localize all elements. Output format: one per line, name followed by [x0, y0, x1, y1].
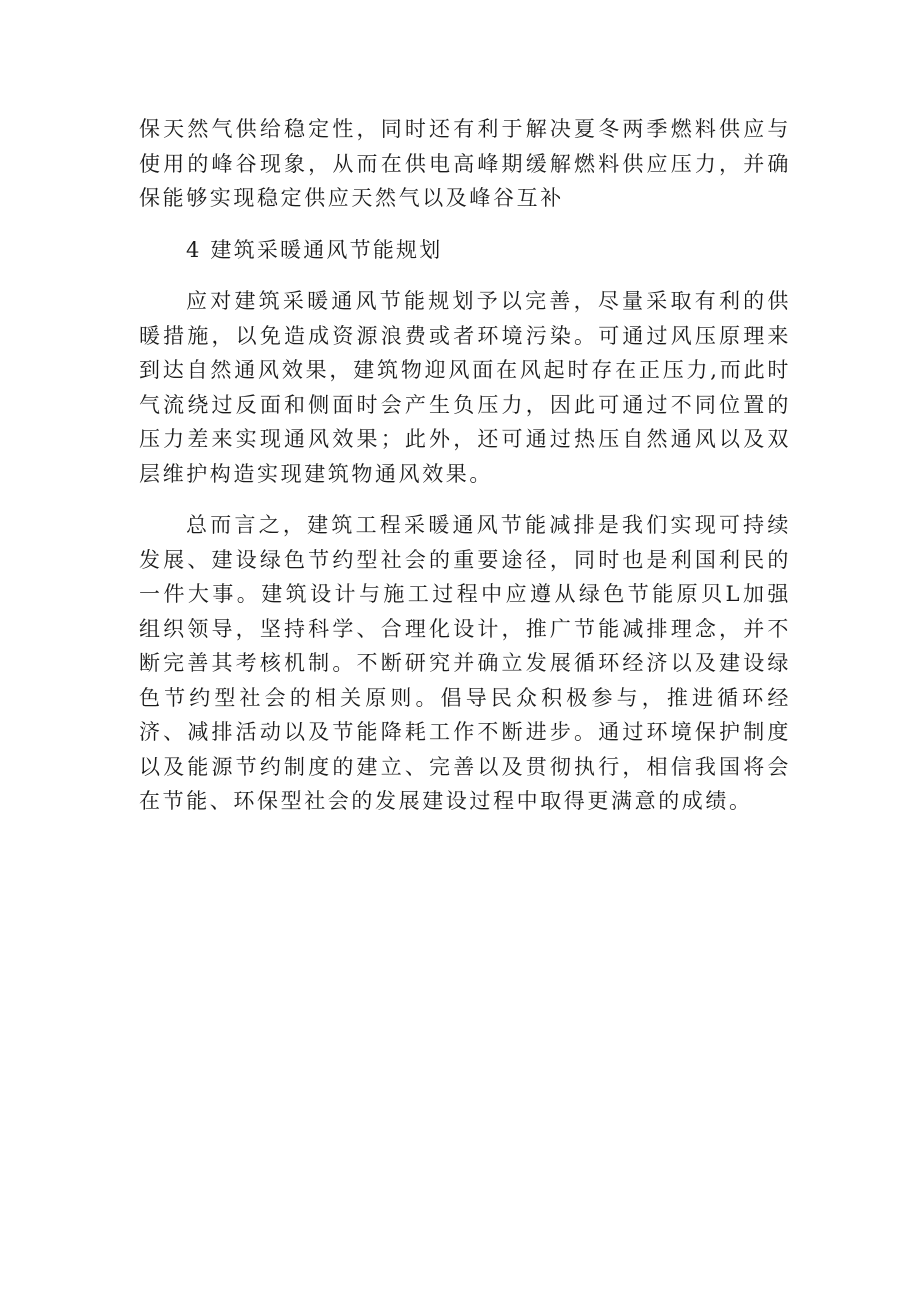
section-heading-ventilation-planning: 4 建筑采暖通风节能规划 — [186, 237, 443, 262]
paragraph-gas-supply: 保天然气供给稳定性，同时还有利于解决夏冬两季燃料供应与使用的峰谷现象，从而在供电高峰期缓解燃料供应压力，并确保能够实现稳定供应天然气以及峰谷互补 — [139, 117, 791, 210]
document-body — [139, 112, 791, 836]
paragraph-conclusion: 总而言之，建筑工程采暖通风节能减排是我们实现可持续发展、建设绿色节约型社会的重要途径，同时也是利国利民的一件大事。建筑设计与施工过程中应遵从绿色节能原贝L加强组织领导，坚持科学、合理化设计，推广节能减排理念，并不断完善其考核机制。不断研究并确立发展循环经济以及建设绿色节约型社会的相关原则。倡导民众积极参与，推进循环经济、减排活动以及节能降耗工作不断进步。通过环境保护制度以及能源节约制度的建立、完善以及贯彻执行，相信我国将会在节能、环保型社会的发展建设过程中取得更满意的成绩。 — [139, 513, 791, 813]
paragraph-ventilation-planning: 应对建筑采暖通风节能规划予以完善，尽量采取有利的供暖措施，以免造成资源浪费或者环境污染。可通过风压原理来到达自然通风效果，建筑物迎风面在风起时存在正压力,而此时气流绕过反面和侧面时会产生负压力，因此可通过不同位置的压力差来实现通风效果；此外，还可通过热压自然通风以及双层维护构造实现建筑物通风效果。 — [139, 289, 791, 486]
